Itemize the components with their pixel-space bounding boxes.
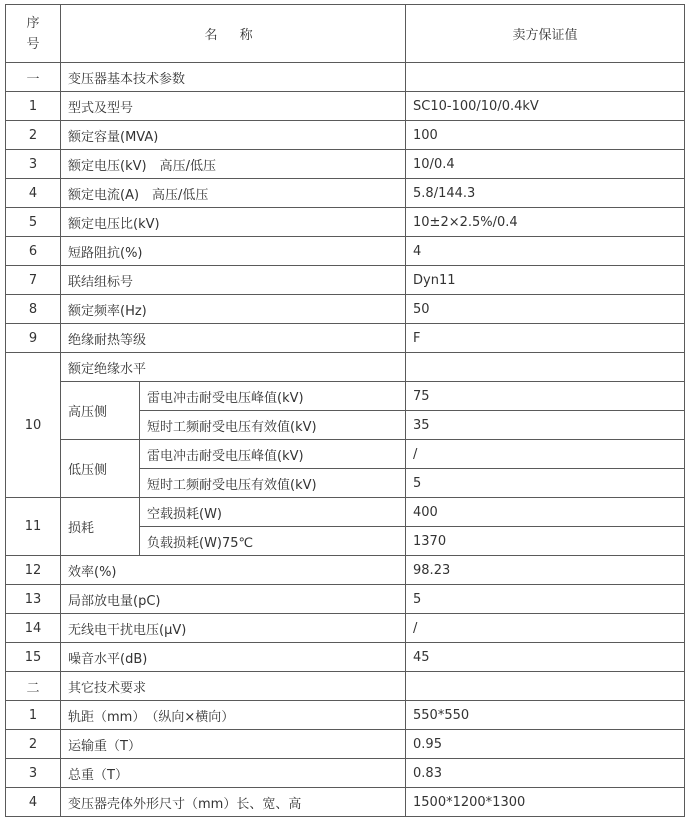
table-row [6,295,685,324]
row-value: 5.8/144.3 [406,179,685,208]
table-row [6,382,685,411]
section-row [6,672,685,701]
row-name: 型式及型号 [61,92,406,121]
header-no-line1: 序 [26,15,40,31]
row-value: SC10-100/10/0.4kV [406,92,685,121]
row-no: 3 [6,150,61,179]
table-header-row [6,5,685,63]
row-name: 噪音水平(dB) [61,643,406,672]
table-row [6,788,685,817]
header-name: 名 称 [204,28,262,43]
row-no: 2 [6,730,61,759]
row-value: 400 [406,498,685,527]
row-no: 13 [6,585,61,614]
table-row [6,92,685,121]
row-value: 98.23 [406,556,685,585]
row-value: 550*550 [406,701,685,730]
row-no: 1 [6,92,61,121]
row-value: 35 [406,411,685,440]
header-value-cell: 卖方保证值 [406,5,685,63]
row-name: 联结组标号 [61,266,406,295]
row-no: 6 [6,237,61,266]
row-value: 4 [406,237,685,266]
row-name: 负载损耗(W)75℃ [140,527,406,556]
row-no: 9 [6,324,61,353]
table-row [6,353,685,382]
row-name: 运输重（T） [61,730,406,759]
row-no: 14 [6,614,61,643]
subgroup-label: 低压侧 [61,440,140,498]
table-row [6,759,685,788]
row-value: 75 [406,382,685,411]
table-row [6,266,685,295]
section-no: 一 [6,63,61,92]
row-no: 4 [6,179,61,208]
table-row [6,498,685,527]
row-no: 5 [6,208,61,237]
row-no: 2 [6,121,61,150]
row-value: 100 [406,121,685,150]
row-name: 短时工频耐受电压有效值(kV) [140,411,406,440]
row-name: 短时工频耐受电压有效值(kV) [140,469,406,498]
row-no: 10 [6,353,61,498]
row-no: 1 [6,701,61,730]
spec-table-container [5,4,685,817]
section-row [6,63,685,92]
row-value: F [406,324,685,353]
row-value: 50 [406,295,685,324]
section-title: 其它技术要求 [61,672,406,701]
row-no: 7 [6,266,61,295]
header-name-cell [61,5,406,63]
table-row [6,701,685,730]
row-value: 1370 [406,527,685,556]
subgroup-label: 损耗 [61,498,140,556]
row-no: 11 [6,498,61,556]
row-name: 额定电流(A) 高压/低压 [61,179,406,208]
row-name: 空载损耗(W) [140,498,406,527]
row-value: 0.95 [406,730,685,759]
row-value: 1500*1200*1300 [406,788,685,817]
row-no: 3 [6,759,61,788]
table-row [6,208,685,237]
row-no: 4 [6,788,61,817]
section-value [406,63,685,92]
row-value: 10±2×2.5%/0.4 [406,208,685,237]
row-name: 额定电压(kV) 高压/低压 [61,150,406,179]
row-value [406,353,685,382]
section-value [406,672,685,701]
row-no: 8 [6,295,61,324]
table-row [6,237,685,266]
table-row [6,324,685,353]
row-value: 5 [406,469,685,498]
transformer-spec-table [5,4,685,817]
table-row [6,614,685,643]
table-row [6,179,685,208]
row-value: Dyn11 [406,266,685,295]
table-row [6,585,685,614]
table-row [6,150,685,179]
row-name: 雷电冲击耐受电压峰值(kV) [140,382,406,411]
table-row [6,643,685,672]
row-value: 5 [406,585,685,614]
row-name: 局部放电量(pC) [61,585,406,614]
row-value: 0.83 [406,759,685,788]
section-no: 二 [6,672,61,701]
row-name: 短路阻抗(%) [61,237,406,266]
row-name: 效率(%) [61,556,406,585]
row-name: 轨距（mm） （纵向×横向） [61,701,406,730]
row-name: 额定电压比(kV) [61,208,406,237]
row-no: 12 [6,556,61,585]
header-no-cell [6,5,61,63]
row-no: 15 [6,643,61,672]
table-row [6,730,685,759]
row-name: 额定容量(MVA) [61,121,406,150]
row-value: / [406,440,685,469]
row-name: 绝缘耐热等级 [61,324,406,353]
subgroup-label: 高压侧 [61,382,140,440]
row-name: 总重（T） [61,759,406,788]
row-name: 额定绝缘水平 [61,353,406,382]
row-name: 变压器壳体外形尺寸（mm）长、宽、高 [61,788,406,817]
table-row [6,121,685,150]
row-name: 无线电干扰电压(μV) [61,614,406,643]
row-value: 10/0.4 [406,150,685,179]
row-value: 45 [406,643,685,672]
section-title: 变压器基本技术参数 [61,63,406,92]
table-row [6,556,685,585]
row-value: / [406,614,685,643]
row-name: 额定频率(Hz) [61,295,406,324]
row-name: 雷电冲击耐受电压峰值(kV) [140,440,406,469]
header-no-line2: 号 [26,36,40,52]
table-row [6,440,685,469]
